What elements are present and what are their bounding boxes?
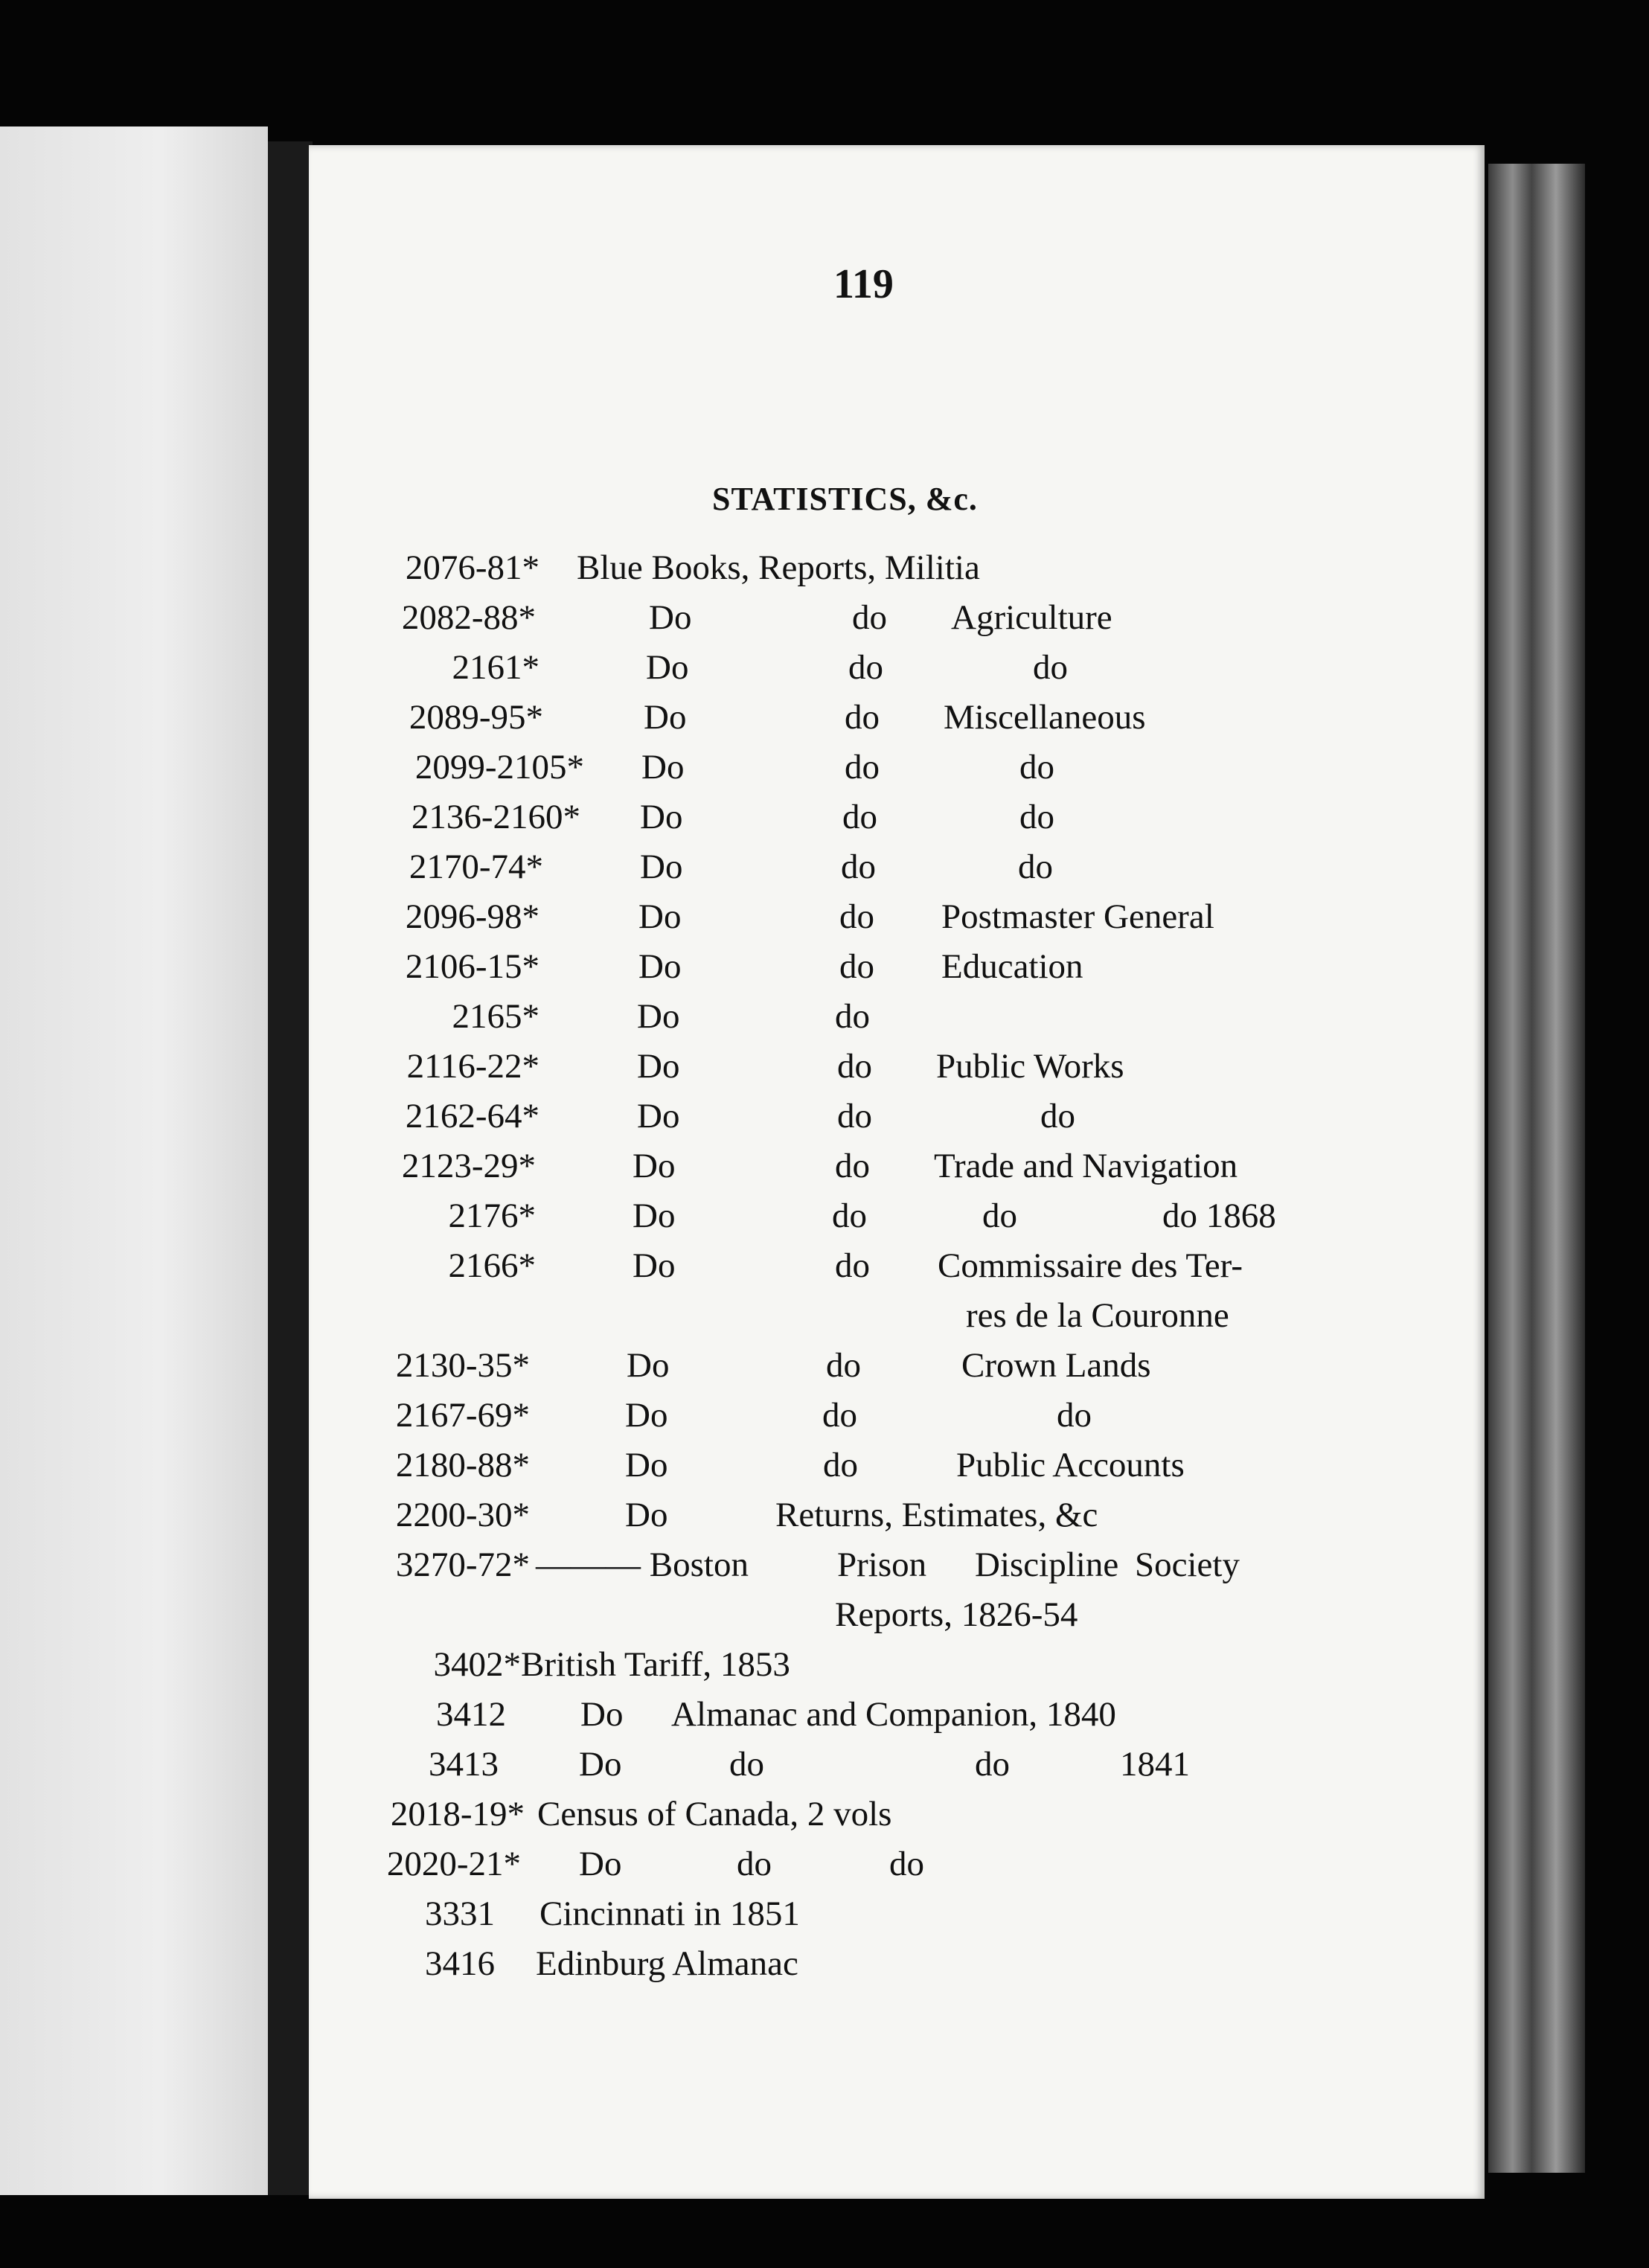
entry-code: 3402* xyxy=(433,1645,521,1684)
entry-text: do xyxy=(1057,1396,1092,1435)
entry-text: Public Works xyxy=(936,1047,1124,1086)
book-edge xyxy=(1488,164,1585,2173)
entry-text: ——— Boston xyxy=(536,1545,749,1584)
entry-code: 3331 xyxy=(425,1894,495,1933)
entry-text: do xyxy=(852,598,887,637)
entry-code: 2123-29* xyxy=(401,1147,536,1185)
entry-text: Do xyxy=(625,1446,668,1484)
entry-text: do xyxy=(1019,798,1054,836)
entry-text: Returns, Estimates, &c xyxy=(775,1496,1098,1534)
entry-text: do xyxy=(1033,648,1068,687)
entry-text: do xyxy=(835,997,870,1036)
entry-text: do xyxy=(982,1197,1017,1235)
entry-code: 2180-88* xyxy=(395,1446,530,1484)
entry-text: Miscellaneous xyxy=(944,698,1146,737)
entry-code: 2099-2105* xyxy=(414,748,584,787)
entry-text: Do xyxy=(579,1845,622,1883)
entry-text: British Tariff, 1853 xyxy=(521,1645,790,1684)
entry-text: do xyxy=(1040,1097,1075,1135)
entry-text: Commissaire des Ter- xyxy=(938,1246,1243,1285)
entry-text: Do xyxy=(638,897,682,936)
entry-code: 2162-64* xyxy=(405,1097,539,1135)
entry-text: Do xyxy=(640,798,683,836)
entry-text: Do xyxy=(637,1047,680,1086)
entry-text: do xyxy=(837,1097,872,1135)
entry-text: Reports, 1826-54 xyxy=(835,1595,1078,1634)
entry-text: Almanac and Companion, 1840 xyxy=(671,1695,1116,1734)
entry-text: Do xyxy=(625,1396,668,1435)
entry-text: Society xyxy=(1135,1545,1240,1584)
entry-text: do xyxy=(826,1346,861,1385)
entry-code: 2082-88* xyxy=(401,598,536,637)
entry-text: do xyxy=(845,748,880,787)
entry-code: 2200-30* xyxy=(395,1496,530,1534)
entry-text: do xyxy=(1018,848,1053,886)
entry-text: Do xyxy=(649,598,692,637)
entry-text: Cincinnati in 1851 xyxy=(539,1894,800,1933)
entry-code: 3413 xyxy=(429,1745,499,1784)
entry-code: 2096-98* xyxy=(405,897,539,936)
entry-text: Edinburg Almanac xyxy=(536,1944,798,1983)
entry-code: 2165* xyxy=(452,997,539,1036)
entry-text: Do xyxy=(633,1147,676,1185)
entry-text: Do xyxy=(641,748,685,787)
entry-text: do xyxy=(835,1246,870,1285)
facing-page xyxy=(0,126,268,2195)
entry-text: Blue Books, Reports, Militia xyxy=(577,548,980,587)
entry-text: Postmaster General xyxy=(941,897,1214,936)
entry-code: 2176* xyxy=(448,1197,536,1235)
entry-text: Do xyxy=(644,698,687,737)
entry-text: Do xyxy=(637,997,680,1036)
entry-text: do xyxy=(839,947,874,986)
entry-text: do xyxy=(822,1396,857,1435)
entry-text: Do xyxy=(579,1745,622,1784)
entry-code: 2130-35* xyxy=(395,1346,530,1385)
entry-text: 1841 xyxy=(1120,1745,1190,1784)
entry-code: 2161* xyxy=(452,648,539,687)
entry-text: do xyxy=(837,1047,872,1086)
entry-text: Do xyxy=(633,1246,676,1285)
entry-code: 2116-22* xyxy=(406,1047,539,1086)
entry-text: do xyxy=(845,698,880,737)
entry-code: 2136-2160* xyxy=(411,798,580,836)
entry-text: Do xyxy=(580,1695,624,1734)
section-title: STATISTICS, &c. xyxy=(712,481,978,517)
entry-text: Do xyxy=(625,1496,668,1534)
entry-text: do xyxy=(835,1147,870,1185)
entry-text: do xyxy=(729,1745,764,1784)
page-number: 119 xyxy=(833,261,894,307)
entry-text: do xyxy=(842,798,877,836)
entry-code: 2106-15* xyxy=(405,947,539,986)
entry-text: do xyxy=(823,1446,858,1484)
entry-text: do xyxy=(1019,748,1054,787)
entry-text: do xyxy=(832,1197,867,1235)
entry-text: Census of Canada, 2 vols xyxy=(537,1795,892,1833)
entry-text: Prison xyxy=(837,1545,927,1584)
entry-code: 2076-81* xyxy=(405,548,539,587)
entry-text: Education xyxy=(941,947,1083,986)
entry-code: 2167-69* xyxy=(395,1396,530,1435)
entry-text: do xyxy=(889,1845,924,1883)
entry-text: do xyxy=(839,897,874,936)
entry-code: 2020-21* xyxy=(386,1845,521,1883)
entry-text: do xyxy=(975,1745,1010,1784)
entry-text: Do xyxy=(633,1197,676,1235)
entry-code: 2018-19* xyxy=(390,1795,525,1833)
entry-text: Do xyxy=(640,848,683,886)
entry-text: Do xyxy=(637,1097,680,1135)
entry-text: Trade and Navigation xyxy=(934,1147,1238,1185)
entry-text: do xyxy=(737,1845,772,1883)
entry-text: do 1868 xyxy=(1162,1197,1276,1235)
entry-code: 2089-95* xyxy=(409,698,543,737)
entry-text: Do xyxy=(638,947,682,986)
entry-text: Crown Lands xyxy=(961,1346,1151,1385)
entry-code: 3412 xyxy=(436,1695,506,1734)
entry-text: do xyxy=(848,648,883,687)
entry-code: 2170-74* xyxy=(409,848,543,886)
entry-text: Do xyxy=(646,648,689,687)
entry-text: Discipline xyxy=(975,1545,1119,1584)
entry-text: Public Accounts xyxy=(956,1446,1185,1484)
entry-text: res de la Couronne xyxy=(966,1296,1229,1335)
entry-text: do xyxy=(841,848,876,886)
entry-code: 2166* xyxy=(448,1246,536,1285)
entry-text: Agriculture xyxy=(951,598,1112,637)
entry-text: Do xyxy=(627,1346,670,1385)
book-spine xyxy=(268,141,313,2195)
entry-code: 3416 xyxy=(425,1944,495,1983)
entry-code: 3270-72* xyxy=(395,1545,530,1584)
